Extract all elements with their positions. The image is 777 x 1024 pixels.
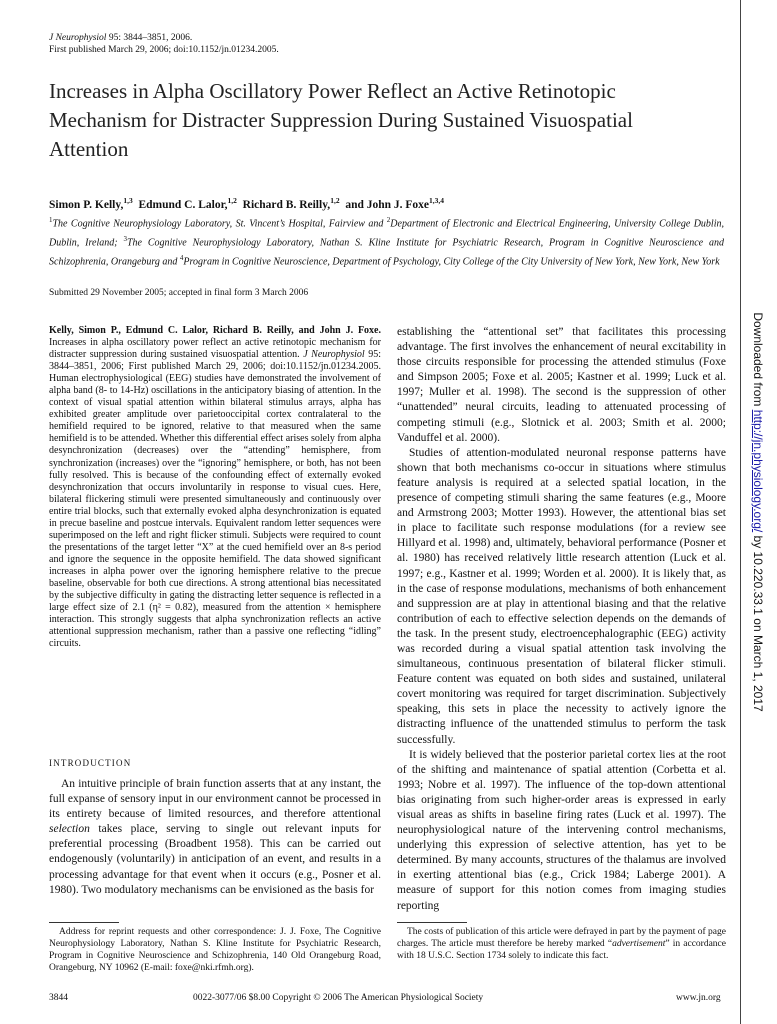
journal-url: www.jn.org xyxy=(676,993,721,1003)
download-suffix: by 10.220.33.1 on March 1, 2017 xyxy=(751,532,765,712)
intro-emphasis: selection xyxy=(49,823,90,836)
abstract-body: 95: 3844–3851, 2006; First published March 29, 2006; doi:10.1152/jn.01234.2005. Human electrophysiological (EEG) studies have demonstrated the involvement of alpha band (8- to 14-Hz) oscillations in the anticipatory biasing of attention. In the context of visual spatial attention within bilateral stimulus arrays, alpha has exhibited greater amplitude over parietooccipital cortex contralateral to the hemifield required to be ignored, relative to that measured when the same hemifield is to be attended. Whether this differential effect arises solely from alpha desynchronization (decreases) over the “attending” hemisphere, from synchronization (increases) over the “ignoring” hemisphere, or both, has not been fully resolved. This is because of the confounding effect of externally evoked desynchronization that occurs involuntarily in response to visual cues. Here, bilateral flickering stimuli were presented simultaneously and continuously over entire trial blocks, such that externally evoked alpha desynchronization is equated in precue baseline and postcue intervals. Equivalent random letter sequences were superimposed on the left and right flicker stimuli. Subjects were required to count the presentations of the target letter “X” at the cued hemifield over an 8-s period and ignore the sequence in the opposite hemifield. The data showed significant increases in alpha power over the ignoring hemisphere relative to the precue baseline, observable for both cue directions. A strong attentional bias necessitated by the subjective difficulty in gating the distracting letter sequence is reflected in a large effect size of 2.1 (η² = 0.82), measured from the attention × hemisphere interaction. This strongly suggests that alpha synchronization reflects an active attentional suppression mechanism, rather than a passive one reflecting “idling” circuits. xyxy=(49,349,381,650)
page-number: 3844 xyxy=(49,993,68,1003)
right-column xyxy=(397,325,726,914)
affiliation-text: The Cognitive Neurophysiology Laboratory, Nathan S. Kline Institute for Psychiatric Research, Program in Cognitive Neuroscience and Schizophrenia, Orangeburg and xyxy=(49,237,724,267)
author-affiliation-marker: 1,2 xyxy=(330,196,340,205)
download-prefix: Downloaded from xyxy=(751,312,765,410)
author-name: and John J. Foxe xyxy=(345,198,430,211)
footnote-emphasis: advertisement xyxy=(612,939,666,949)
affiliation-number: 3 xyxy=(123,234,127,243)
author-name: Edmund C. Lalor, xyxy=(138,198,228,211)
body-paragraph: It is widely believed that the posterior parietal cortex lies at the root of the shifting and maintenance of spatial attention (Corbetta et al. 1993; Nobre et al. 1997). The influence of the top-down attentional bias originating from such higher-order areas is expressed in early visual areas as shifts in baseline firing rates (Luck et al. 1997). The neurophysiological nature of the intervening control mechanisms, underlying this expression of selective attention, has yet to be determined. By many accounts, structures of the thalamus are involved in exerting attentional bias (e.g., Crick 1984; Laberge 2001). A measure of support for this notion comes from imaging studies reporting xyxy=(397,748,726,912)
affiliation-number: 2 xyxy=(386,216,391,224)
correspondence-footnote: Address for reprint requests and other correspondence: J. J. Foxe, The Cognitive Neurophysiology Laboratory, Nathan S. Kline Institute for Psychiatric Research, Program in Cognitive Neuroscience and Schizophrenia, 140 Old Orangeburg Road, Orangeburg, NY 10962 (E-mail: foxe@nki.rfmh.org). xyxy=(49,927,381,973)
submission-dates: Submitted 29 November 2005; accepted in final form 3 March 2006 xyxy=(49,288,309,298)
intro-paragraph xyxy=(49,777,381,898)
affiliations xyxy=(49,213,724,269)
abstract-journal: J Neurophysiol xyxy=(303,349,365,361)
body-paragraph: Studies of attention-modulated neuronal response patterns have shown that both mechanisms co-occur in situations where stimulus feature analysis is required at a selected spatial location, in the presence of competing stimuli sharing the same features (e.g., Moore and Armstrong 2003; Motter 1993). However, the attentional bias set in place to facilitate such response modulations (for a review see Hillyard et al. 1998) and, ultimately, behavioral performance (Posner et al. 1980) has received relatively little research attention (Luck et al. 1997; e.g., Kastner et al. 1999; Worden et al. 2000). It is likely that, as in the case of response modulations, mechanisms of both enhancement and suppression are at play in attentional biasing and that the relative contribution of each to effective selection depends on the demands of the task. In the present study, electroencephalographic (EEG) activity was recorded during a visual spatial attention task involving the simultaneous, continuous presentation of bilateral flicker stimuli. Feature content was equated on both sides and sustained, unilateral covert monitoring was required for target discrimination. Subjectively speaking, this sets in place the necessity to actively ignore the distracting influence of the unattended stimulus to perform the task successfully. xyxy=(397,446,726,746)
intro-text: An intuitive principle of brain function asserts that at any instant, the full expanse of sensory input in our environment cannot be processed in its entirety because of limited resources, and therefore attentional xyxy=(49,778,381,821)
footnote-divider xyxy=(49,922,119,923)
publication-info: First published March 29, 2006; doi:10.1152/jn.01234.2005. xyxy=(49,45,279,55)
affiliation-text: The Cognitive Neurophysiology Laboratory, St. Vincent’s Hospital, Fairview and xyxy=(52,218,387,230)
citation-details: 95: 3844–3851, 2006. xyxy=(106,33,193,43)
author-name: Richard B. Reilly, xyxy=(242,198,331,211)
abstract-lead: Kelly, Simon P., Edmund C. Lalor, Richard B. Reilly, and John J. Foxe. xyxy=(49,325,381,336)
download-link[interactable]: http://jn.physiology.org/ xyxy=(751,409,765,533)
author-list xyxy=(49,196,444,211)
body-paragraph: establishing the “attentional set” that facilitates this processing advantage. The first involves the enhancement of neural excitability in those circuits responsible for processing the attended stimulus (Foxe and Simpson 2005; Foxe et al. 2005; Kastner et al. 1999; Luck et al. 1997; Muller et al. 1998). The second is the suppression of other “unattended” neural circuits, leading to attenuated processing of competing stimuli (e.g., Slotnick et al. 2003; Smith et al. 2000; Vanduffel et al. 2000). xyxy=(397,326,726,444)
author-affiliation-marker: 1,2 xyxy=(227,196,237,205)
affiliation-number: 4 xyxy=(179,253,184,262)
footnote-divider xyxy=(397,922,467,923)
journal-name: J Neurophysiol xyxy=(49,33,107,43)
affiliation-text: Program in Cognitive Neuroscience, Department of Psychology, City College of the City University of New York, New York, New York xyxy=(183,255,720,267)
publication-cost-footnote xyxy=(397,926,726,962)
footnote-text: ” in accordance with 18 U.S.C. Section 1734 solely to indicate this fact. xyxy=(397,939,726,961)
download-stamp xyxy=(751,312,765,711)
author-affiliation-marker: 1,3 xyxy=(123,196,133,205)
intro-text: takes place, serving to single out relevant inputs for preferential processing (Broadbent 1958). This can be carried out endogenously (voluntarily) in anticipation of an event, and results in a processing advantage for that event when it occurs (e.g., Posner et al. 1980). Two modulatory mechanisms can be envisioned as the basis for xyxy=(49,823,381,896)
copyright-line: 0022-3077/06 $8.00 Copyright © 2006 The American Physiological Society xyxy=(193,993,484,1003)
section-heading: INTRODUCTION xyxy=(49,758,132,768)
author-affiliation-marker: 1,3,4 xyxy=(429,196,445,205)
abstract xyxy=(49,325,381,650)
footnote-text: The costs of publication of this article were defrayed in part by the payment of page charges. The article must therefore be hereby marked “ xyxy=(397,927,726,949)
abstract-title-text: Increases in alpha oscillatory power reflect an active retinotopic mechanism for distracter suppression during sustained visuospatial attention. xyxy=(49,337,381,361)
article-title: Increases in Alpha Oscillatory Power Reflect an Active Retinotopic Mechanism for Distracter Suppression During Sustained Visuospatial Attention xyxy=(49,79,633,161)
journal-citation xyxy=(49,32,192,44)
author-name: Simon P. Kelly, xyxy=(49,198,124,211)
affiliation-number: 1 xyxy=(49,216,53,224)
affiliation-text: Department of Electronic and Electrical Engineering, University College Dublin, Dublin, Ireland; xyxy=(49,218,724,249)
